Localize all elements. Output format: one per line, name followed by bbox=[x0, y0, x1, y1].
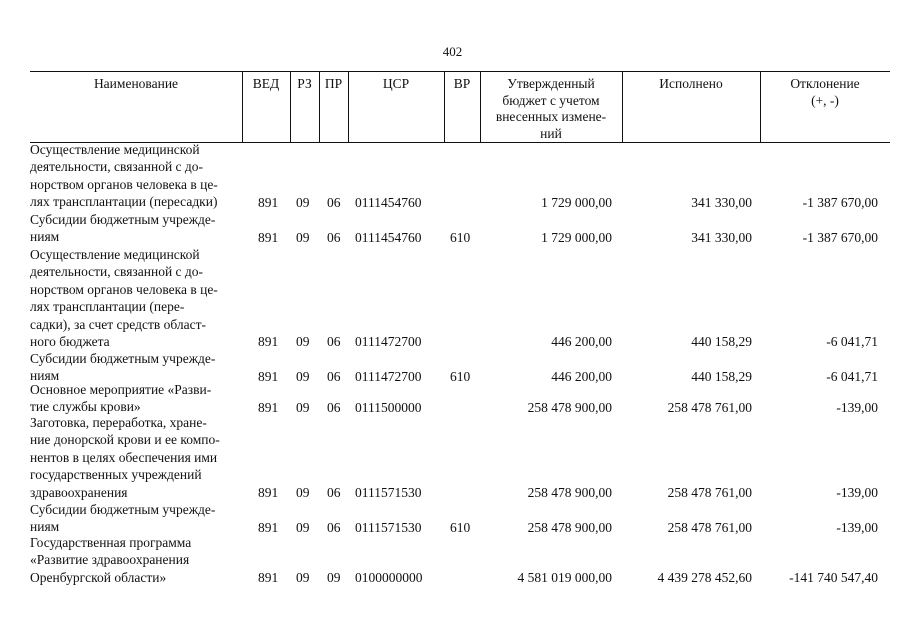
header-rz: РЗ bbox=[297, 76, 312, 91]
row-ved: 891 bbox=[258, 399, 279, 415]
row-csr: 0100000000 bbox=[355, 569, 423, 585]
row-name bbox=[30, 211, 237, 246]
header-budget-line: ний bbox=[540, 125, 562, 141]
row-rz: 09 bbox=[296, 333, 310, 349]
row-name-line: Субсидии бюджетным учрежде- bbox=[30, 502, 216, 517]
row-vr: 610 bbox=[450, 229, 471, 245]
row-name-line: ниям bbox=[30, 519, 60, 535]
row-csr: 0111571530 bbox=[355, 484, 422, 500]
table-header bbox=[30, 71, 890, 143]
row-deviation: -139,00 bbox=[836, 484, 878, 500]
row-name bbox=[30, 141, 237, 211]
row-budget: 446 200,00 bbox=[551, 368, 612, 384]
row-name-line: «Развитие здравоохранения bbox=[30, 552, 190, 568]
header-ved: ВЕД bbox=[252, 76, 280, 91]
row-ved: 891 bbox=[258, 368, 279, 384]
row-name-line: Осуществление медицинской bbox=[30, 142, 200, 157]
row-budget: 1 729 000,00 bbox=[541, 229, 612, 245]
table-row bbox=[0, 534, 905, 586]
row-pr: 06 bbox=[327, 484, 341, 500]
row-deviation: -139,00 bbox=[836, 519, 878, 535]
row-csr: 0111472700 bbox=[355, 368, 422, 384]
row-name-line: Субсидии бюджетным учрежде- bbox=[30, 212, 216, 227]
row-ved: 891 bbox=[258, 229, 279, 245]
row-ved: 891 bbox=[258, 333, 279, 349]
row-ved: 891 bbox=[258, 519, 279, 535]
row-name-line: ние донорской крови и ее компо- bbox=[30, 432, 220, 448]
row-csr: 0111454760 bbox=[355, 229, 422, 245]
row-csr: 0111571530 bbox=[355, 519, 422, 535]
table-row bbox=[0, 350, 905, 385]
row-budget: 4 581 019 000,00 bbox=[517, 569, 612, 585]
row-csr: 0111454760 bbox=[355, 194, 422, 210]
row-executed: 4 439 278 452,60 bbox=[657, 569, 752, 585]
row-pr: 06 bbox=[327, 399, 341, 415]
row-budget: 258 478 900,00 bbox=[527, 399, 612, 415]
row-name-line: нентов в целях обеспечения ими bbox=[30, 449, 218, 465]
row-name bbox=[30, 350, 237, 385]
header-budget-line: Утвержденный bbox=[507, 76, 595, 91]
row-ved: 891 bbox=[258, 569, 279, 585]
row-name-line: деятельности, связанной с до- bbox=[30, 264, 204, 280]
row-name-line: тие службы крови» bbox=[30, 399, 141, 415]
row-name bbox=[30, 501, 237, 536]
row-pr: 06 bbox=[327, 229, 341, 245]
header-csr: ЦСР bbox=[382, 76, 410, 91]
row-deviation: -141 740 547,40 bbox=[789, 569, 878, 585]
row-pr: 06 bbox=[327, 194, 341, 210]
row-name-line: Государственная программа bbox=[30, 535, 192, 550]
header-budget bbox=[480, 76, 622, 142]
row-rz: 09 bbox=[296, 569, 310, 585]
header-budget-line: внесенных измене- bbox=[495, 109, 607, 124]
row-executed: 341 330,00 bbox=[691, 229, 752, 245]
row-name-line: ниям bbox=[30, 368, 60, 384]
row-name-line: деятельности, связанной с до- bbox=[30, 159, 204, 175]
row-deviation: -6 041,71 bbox=[826, 333, 878, 349]
row-pr: 06 bbox=[327, 368, 341, 384]
row-ved: 891 bbox=[258, 194, 279, 210]
table-row bbox=[0, 211, 905, 246]
row-name-line: здравоохранения bbox=[30, 484, 128, 500]
row-name bbox=[30, 246, 237, 350]
row-name-line: норством органов человека в це- bbox=[30, 176, 218, 192]
row-csr: 0111500000 bbox=[355, 399, 422, 415]
row-name-line: ного бюджета bbox=[30, 334, 110, 350]
row-vr: 610 bbox=[450, 368, 471, 384]
row-name-line: ниям bbox=[30, 229, 60, 245]
row-name-line: Субсидии бюджетным учрежде- bbox=[30, 351, 216, 366]
row-name-line: лях трансплантации (пересадки) bbox=[30, 194, 218, 210]
row-executed: 258 478 761,00 bbox=[667, 484, 752, 500]
row-budget: 446 200,00 bbox=[551, 333, 612, 349]
row-name-line: Заготовка, переработка, хране- bbox=[30, 415, 207, 430]
row-vr: 610 bbox=[450, 519, 471, 535]
row-deviation: -139,00 bbox=[836, 399, 878, 415]
page-number: 402 bbox=[442, 44, 463, 59]
row-name bbox=[30, 381, 237, 416]
row-budget: 258 478 900,00 bbox=[527, 519, 612, 535]
row-name bbox=[30, 534, 237, 586]
header-vr: ВР bbox=[453, 76, 471, 91]
row-rz: 09 bbox=[296, 194, 310, 210]
row-budget: 1 729 000,00 bbox=[541, 194, 612, 210]
row-rz: 09 bbox=[296, 484, 310, 500]
row-deviation: -1 387 670,00 bbox=[802, 194, 878, 210]
row-name-line: лях трансплантации (пере- bbox=[30, 299, 185, 315]
row-name-line: Основное мероприятие «Разви- bbox=[30, 382, 212, 397]
header-budget-line: бюджет с учетом bbox=[502, 92, 600, 108]
header-pr: ПР bbox=[324, 76, 343, 91]
row-deviation: -1 387 670,00 bbox=[802, 229, 878, 245]
row-rz: 09 bbox=[296, 229, 310, 245]
table-row bbox=[0, 381, 905, 416]
row-executed: 341 330,00 bbox=[691, 194, 752, 210]
row-pr: 06 bbox=[327, 519, 341, 535]
header-deviation bbox=[760, 76, 890, 109]
header-executed: Исполнено bbox=[659, 76, 723, 91]
row-executed: 440 158,29 bbox=[691, 333, 752, 349]
row-executed: 440 158,29 bbox=[691, 368, 752, 384]
row-pr: 09 bbox=[327, 569, 341, 585]
table-row bbox=[0, 501, 905, 536]
header-deviation-line: Отклонение bbox=[790, 76, 860, 91]
table-row bbox=[0, 414, 905, 501]
row-executed: 258 478 761,00 bbox=[667, 519, 752, 535]
table-row bbox=[0, 246, 905, 350]
row-name-line: садки), за счет средств област- bbox=[30, 316, 206, 332]
row-name-line: норством органов человека в це- bbox=[30, 281, 218, 297]
row-name-line: Осуществление медицинской bbox=[30, 247, 200, 262]
row-rz: 09 bbox=[296, 519, 310, 535]
header-deviation-line: (+, -) bbox=[811, 92, 839, 108]
row-ved: 891 bbox=[258, 484, 279, 500]
row-rz: 09 bbox=[296, 399, 310, 415]
row-name-line: Оренбургской области» bbox=[30, 569, 167, 585]
row-rz: 09 bbox=[296, 368, 310, 384]
row-name bbox=[30, 414, 237, 501]
row-deviation: -6 041,71 bbox=[826, 368, 878, 384]
row-pr: 06 bbox=[327, 333, 341, 349]
table-row bbox=[0, 141, 905, 211]
header-name: Наименование bbox=[93, 76, 179, 91]
row-csr: 0111472700 bbox=[355, 333, 422, 349]
row-executed: 258 478 761,00 bbox=[667, 399, 752, 415]
row-name-line: государственных учреждений bbox=[30, 467, 202, 483]
row-budget: 258 478 900,00 bbox=[527, 484, 612, 500]
